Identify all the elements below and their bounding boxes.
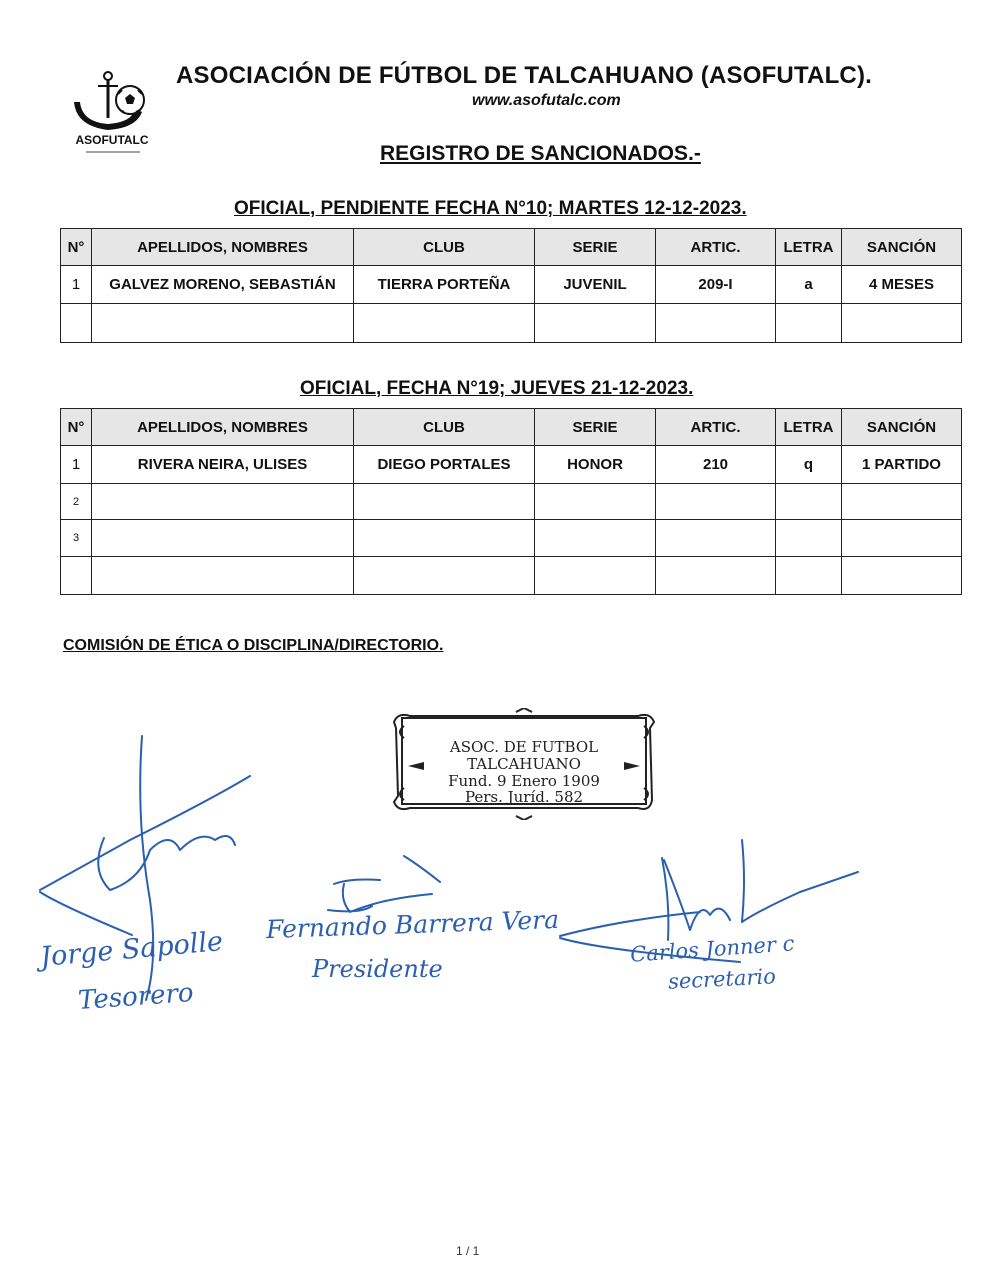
sanction <box>842 484 962 520</box>
signature-role: Tesorero <box>77 978 195 1016</box>
letter <box>776 484 842 520</box>
letter <box>776 304 842 343</box>
row-number: 2 <box>61 484 92 520</box>
series: JUVENIL <box>535 266 656 304</box>
sanction <box>842 557 962 595</box>
article: 210 <box>656 446 776 484</box>
asofutalc-logo <box>72 68 158 160</box>
series <box>535 304 656 343</box>
article <box>656 557 776 595</box>
player-name <box>92 304 354 343</box>
table-row <box>61 304 962 343</box>
stamp-line-2: TALCAHUANO <box>467 755 581 773</box>
article <box>656 520 776 557</box>
sanction <box>842 304 962 343</box>
article <box>656 304 776 343</box>
player-name: GALVEZ MORENO, SEBASTIÁN <box>92 266 354 304</box>
stamp-line-3: Fund. 9 Enero 1909 <box>448 772 600 790</box>
letter: q <box>776 446 842 484</box>
series <box>535 520 656 557</box>
letter <box>776 557 842 595</box>
club-name: TIERRA PORTEÑA <box>354 266 535 304</box>
letter <box>776 520 842 557</box>
table-row <box>61 484 962 520</box>
signature-name: Carlos Jonner c <box>629 931 796 967</box>
section-title: OFICIAL, PENDIENTE FECHA N°10; MARTES 12-12-2023. <box>234 198 747 219</box>
club-name <box>354 520 535 557</box>
row-number <box>61 304 92 343</box>
page-number: 1 / 1 <box>456 1244 480 1258</box>
header-cell: SANCIÓN <box>842 229 962 266</box>
club-name <box>354 557 535 595</box>
article <box>656 484 776 520</box>
association-stamp <box>388 708 660 820</box>
sanction: 1 PARTIDO <box>842 446 962 484</box>
row-number <box>61 557 92 595</box>
row-number: 1 <box>61 446 92 484</box>
commission-heading: COMISIÓN DE ÉTICA O DISCIPLINA/DIRECTORIO. <box>63 637 444 654</box>
header-cell: APELLIDOS, NOMBRES <box>92 229 354 266</box>
series: HONOR <box>535 446 656 484</box>
table-row <box>61 557 962 595</box>
club-name <box>354 484 535 520</box>
header-cell: LETRA <box>776 229 842 266</box>
header-cell: N° <box>61 229 92 266</box>
signature-name: Jorge Sapolle <box>38 926 225 973</box>
player-name <box>92 484 354 520</box>
logo-text: ASOFUTALC <box>75 133 149 147</box>
row-number: 1 <box>61 266 92 304</box>
player-name <box>92 557 354 595</box>
section-title: OFICIAL, FECHA N°19; JUEVES 21-12-2023. <box>300 378 694 399</box>
header-cell: SERIE <box>535 229 656 266</box>
signature-role: secretario <box>667 964 777 994</box>
header-cell: N° <box>61 409 92 446</box>
series <box>535 484 656 520</box>
sanction: 4 MESES <box>842 266 962 304</box>
sanctions-table <box>60 408 962 595</box>
letter: a <box>776 266 842 304</box>
header-cell: CLUB <box>354 409 535 446</box>
player-name: RIVERA NEIRA, ULISES <box>92 446 354 484</box>
header-cell: APELLIDOS, NOMBRES <box>92 409 354 446</box>
document-title: REGISTRO DE SANCIONADOS.- <box>380 142 701 165</box>
header-cell: CLUB <box>354 229 535 266</box>
table-row <box>61 520 962 557</box>
table-row <box>61 266 962 304</box>
table-header-row <box>61 229 962 266</box>
sanctions-table <box>60 228 962 343</box>
article: 209-I <box>656 266 776 304</box>
signature-role: Presidente <box>312 955 443 983</box>
header-cell: ARTIC. <box>656 409 776 446</box>
club-name <box>354 304 535 343</box>
row-number: 3 <box>61 520 92 557</box>
header-cell: ARTIC. <box>656 229 776 266</box>
organization-title: ASOCIACIÓN DE FÚTBOL DE TALCAHUANO (ASOFUTALC). <box>176 62 873 89</box>
header-cell: SERIE <box>535 409 656 446</box>
table-header-row <box>61 409 962 446</box>
organization-website: www.asofutalc.com <box>472 92 621 109</box>
series <box>535 557 656 595</box>
signature-name: Fernando Barrera Vera <box>265 904 560 945</box>
soccer-ball-icon <box>116 86 144 114</box>
stamp-line-4: Pers. Juríd. 582 <box>464 788 584 806</box>
stamp-line-1: ASOC. DE FUTBOL <box>449 738 599 756</box>
player-name <box>92 520 354 557</box>
club-name: DIEGO PORTALES <box>354 446 535 484</box>
header-cell: SANCIÓN <box>842 409 962 446</box>
signature-2-strokes <box>328 856 440 912</box>
sanction <box>842 520 962 557</box>
table-row <box>61 446 962 484</box>
header-cell: LETRA <box>776 409 842 446</box>
